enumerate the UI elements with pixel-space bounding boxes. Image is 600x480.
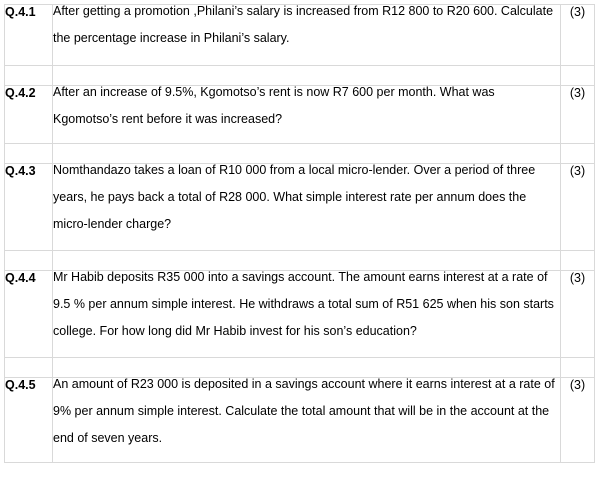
question-row [5, 86, 595, 144]
question-number: Q.4.1 [5, 5, 53, 66]
question-text: After getting a promotion ,Philani’s salary is increased from R12 800 to R20 600. Calculate the percentage increase in Philani’s salary. [53, 4, 554, 45]
question-row [5, 378, 595, 463]
question-text: Nomthandazo takes a loan of R10 000 from a local micro-lender. Over a period of three years, he pays back a total of R28 000. What simple interest rate per annum does the micro-lender charge? [53, 163, 536, 231]
question-marks: (3) [561, 5, 595, 66]
question-marks: (3) [561, 271, 595, 358]
question-row [5, 164, 595, 251]
questions-table [4, 4, 595, 463]
question-row [5, 5, 595, 66]
question-text: An amount of R23 000 is deposited in a savings account where it earns interest at a rate of 9% per annum simple interest. Calculate the total amount that will be in the account at the end of seven years. [53, 377, 555, 445]
question-number: Q.4.5 [5, 378, 53, 463]
question-number: Q.4.3 [5, 164, 53, 251]
question-number: Q.4.2 [5, 86, 53, 144]
question-text: After an increase of 9.5%, Kgomotso’s rent is now R7 600 per month. What was Kgomotso’s rent before it was increased? [53, 85, 495, 126]
question-marks: (3) [561, 86, 595, 144]
question-marks: (3) [561, 164, 595, 251]
question-number: Q.4.4 [5, 271, 53, 358]
question-text: Mr Habib deposits R35 000 into a savings account. The amount earns interest at a rate of 9.5 % per annum simple interest. He withdraws a total sum of R51 625 when his son starts college. For how long did Mr Habib invest for his son’s education? [53, 270, 554, 338]
question-row [5, 271, 595, 358]
question-marks: (3) [561, 378, 595, 463]
